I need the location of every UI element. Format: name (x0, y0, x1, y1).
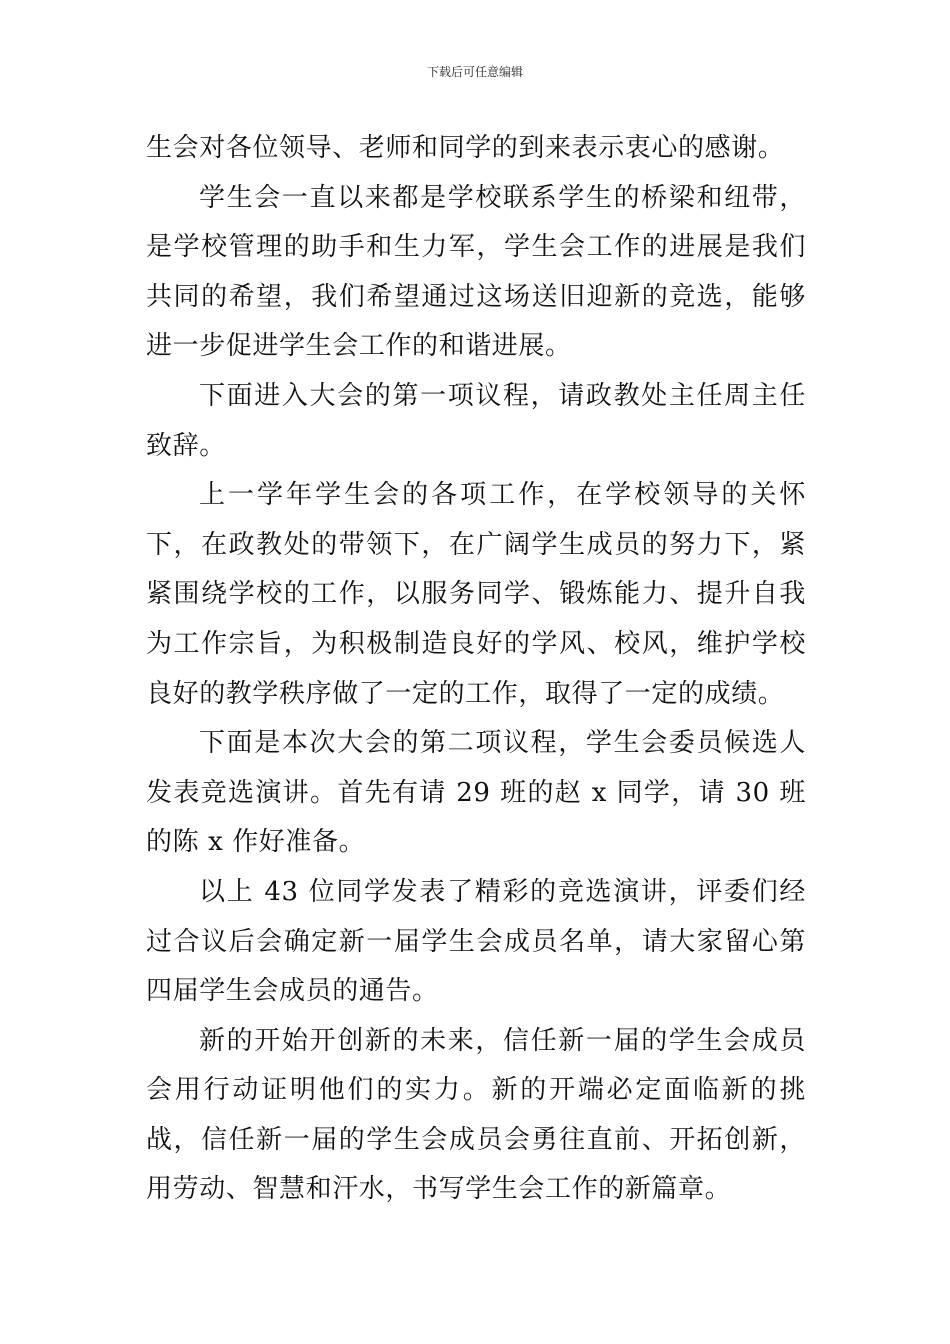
paragraph: 下面进入大会的第一项议程，请政教处主任周主任致辞。 (146, 380, 806, 461)
paragraph-continuation: 生会对各位领导、老师和同学的到来表示衷心的感谢。 (146, 133, 785, 163)
document-body (146, 124, 806, 1215)
page-header-note: 下载后可任意编辑 (426, 65, 523, 79)
paragraph: 下面是本次大会的第二项议程，学生会委员候选人发表竞选演讲。首先有请 29 班的赵 x 同学，请 30 班的陈 x 作好准备。 (146, 728, 806, 858)
paragraph: 学生会一直以来都是学校联系学生的桥梁和纽带，是学校管理的助手和生力军，学生会工作的进展是我们共同的希望，我们希望通过这场送旧迎新的竞选，能够进一步促进学生会工作的和谐进展。 (146, 182, 806, 362)
paragraph: 上一学年学生会的各项工作，在学校领导的关怀下，在政教处的带领下，在广阔学生成员的努力下，紧紧围绕学校的工作，以服务同学、锻炼能力、提升自我为工作宗旨，为积极制造良好的学风、校风，维护学校良好的教学秩序做了一定的工作，取得了一定的成绩。 (146, 480, 806, 709)
paragraph: 以上 43 位同学发表了精彩的竞选演讲，评委们经过合议后会确定新一届学生会成员名单，请大家留心第四届学生会成员的通告。 (146, 876, 806, 1007)
paragraph: 新的开始开创新的未来，信任新一届的学生会成员会用行动证明他们的实力。新的开端必定面临新的挑战，信任新一届的学生会成员会勇往直前、开拓创新，用劳动、智慧和汗水，书写学生会工作的新篇章。 (146, 1025, 806, 1205)
